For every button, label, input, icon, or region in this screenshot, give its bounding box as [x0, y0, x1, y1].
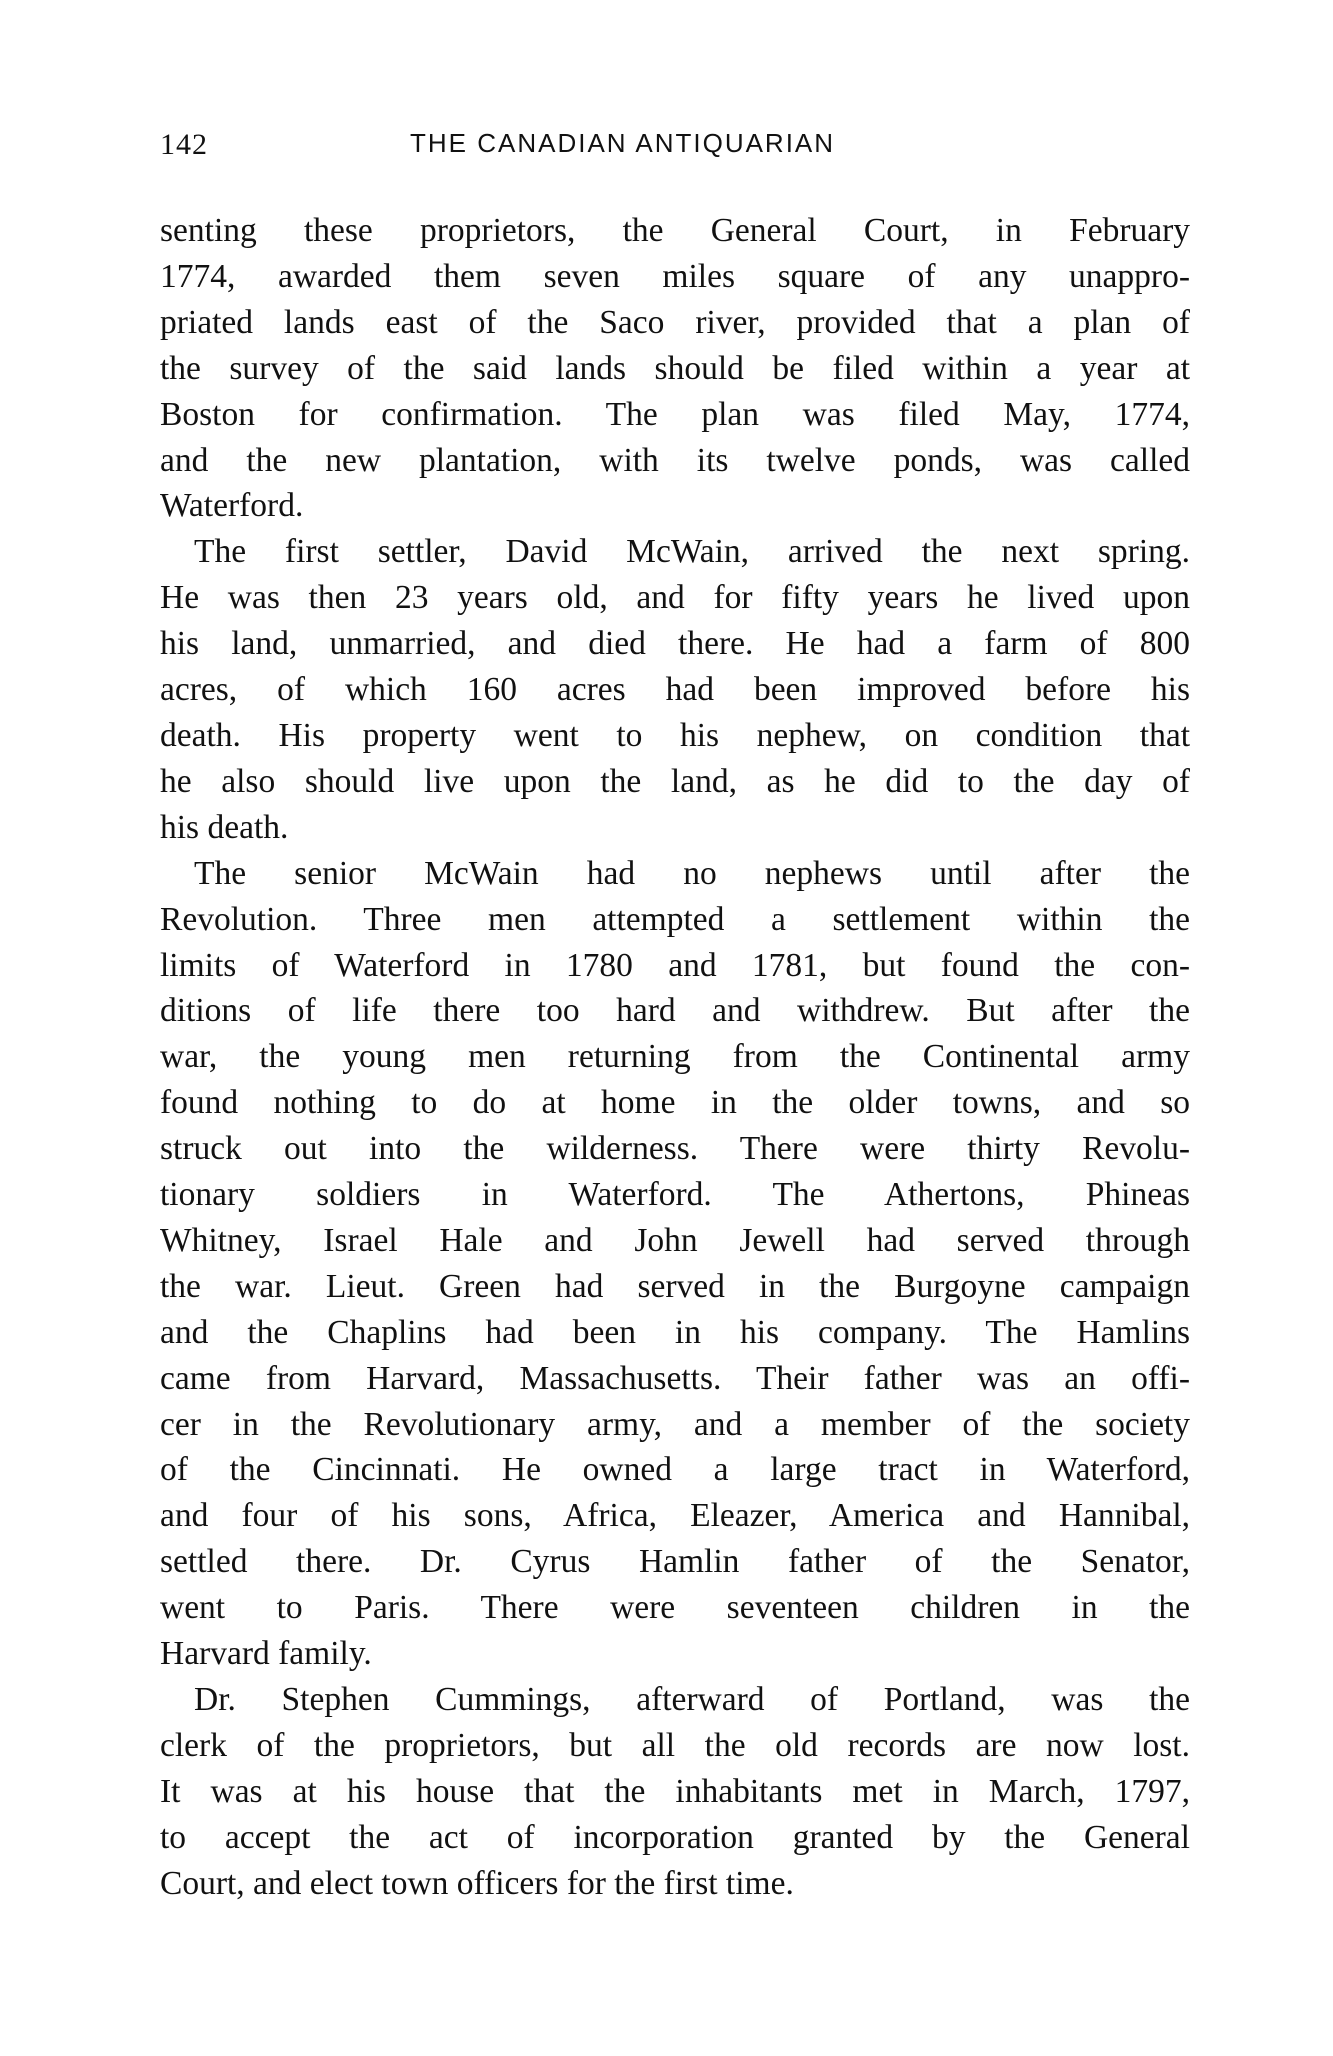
text-line: The senior McWain had no nephews until after the [194, 854, 1190, 892]
text-line: It was at his house that the inhabitants met in March, 1797, [160, 1772, 1190, 1810]
text-line: Boston for confirmation. The plan was filed May, 1774, [160, 395, 1190, 433]
text-line: the survey of the said lands should be filed within a year at [160, 349, 1190, 387]
text-line: Dr. Stephen Cummings, afterward of Portland, was the [194, 1681, 1190, 1718]
text-line: and four of his sons, Africa, Eleazer, America and Hannibal, [160, 1497, 1190, 1535]
text-line: Waterford. [160, 487, 304, 525]
text-line: Revolution. Three men attempted a settlement within the [160, 900, 1190, 938]
text-line: ditions of life there too hard and withdrew. But after the [160, 992, 1190, 1030]
text-line: limits of Waterford in 1780 and 1781, but found the con- [160, 946, 1190, 984]
text-line: and the Chaplins had been in his company. The Hamlins [160, 1313, 1190, 1351]
text-line: death. His property went to his nephew, on condition that [160, 716, 1190, 754]
text-line: priated lands east of the Saco river, provided that a plan of [160, 303, 1190, 341]
paragraph [160, 208, 1190, 529]
text-line: and the new plantation, with its twelve ponds, was called [160, 441, 1190, 479]
text-line: Court, and elect town officers for the first time. [160, 1864, 794, 1902]
text-line: senting these proprietors, the General Court, in February [160, 212, 1190, 249]
text-line: his death. [160, 808, 289, 846]
text-line: Harvard family. [160, 1635, 372, 1673]
journal-title: THE CANADIAN ANTIQUARIAN [410, 128, 836, 158]
text-line: of the Cincinnati. He owned a large tract in Waterford, [160, 1451, 1190, 1489]
paragraph [160, 851, 1190, 1677]
text-line: tionary soldiers in Waterford. The Athertons, Phineas [160, 1176, 1190, 1214]
text-line: went to Paris. There were seventeen children in the [160, 1589, 1190, 1627]
body-text [160, 208, 1190, 1907]
text-line: to accept the act of incorporation granted by the General [160, 1818, 1190, 1856]
text-line: cer in the Revolutionary army, and a member of the society [160, 1405, 1190, 1443]
paragraph [160, 1677, 1190, 1907]
text-line: clerk of the proprietors, but all the old records are now lost. [160, 1726, 1190, 1764]
page-number: 142 [160, 128, 208, 161]
text-line: war, the young men returning from the Continental army [160, 1038, 1190, 1076]
running-head [160, 128, 1190, 168]
text-line: he also should live upon the land, as he did to the day of [160, 762, 1190, 800]
paragraph [160, 529, 1190, 850]
text-line: settled there. Dr. Cyrus Hamlin father of the Senator, [160, 1543, 1190, 1581]
text-line: the war. Lieut. Green had served in the Burgoyne campaign [160, 1267, 1190, 1305]
text-line: acres, of which 160 acres had been improved before his [160, 671, 1190, 709]
text-line: 1774, awarded them seven miles square of any unappro- [160, 257, 1190, 295]
text-line: Whitney, Israel Hale and John Jewell had served through [160, 1221, 1190, 1259]
text-line: his land, unmarried, and died there. He had a farm of 800 [160, 625, 1190, 663]
text-line: The first settler, David McWain, arrived the next spring. [194, 533, 1190, 571]
text-line: He was then 23 years old, and for fifty years he lived upon [160, 579, 1190, 617]
text-line: found nothing to do at home in the older towns, and so [160, 1084, 1190, 1122]
text-line: struck out into the wilderness. There were thirty Revolu- [160, 1130, 1190, 1168]
text-line: came from Harvard, Massachusetts. Their father was an offi- [160, 1359, 1190, 1397]
